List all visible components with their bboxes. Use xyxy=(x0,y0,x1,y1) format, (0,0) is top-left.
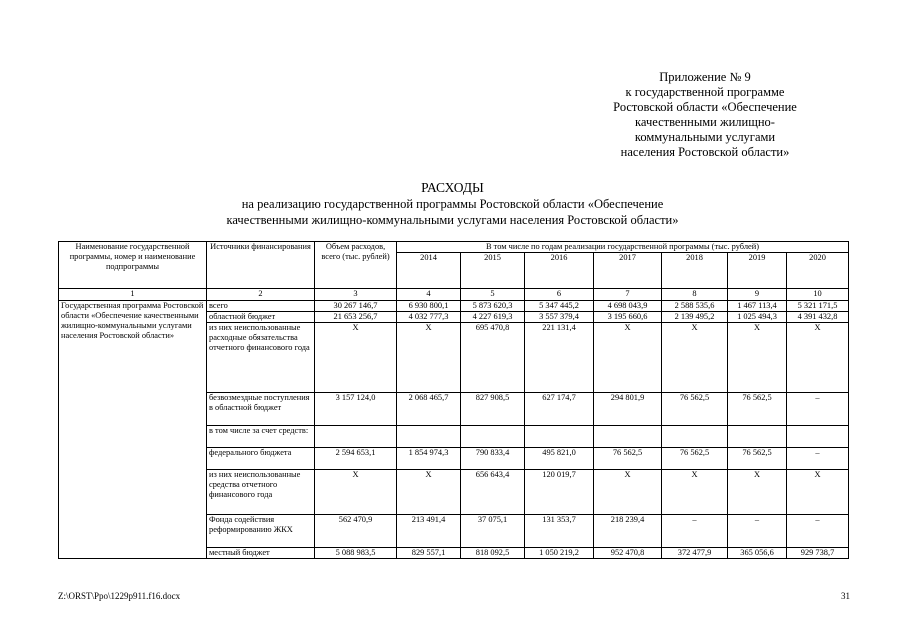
year-cell: 120 019,7 xyxy=(525,470,594,515)
year-cell: 818 092,5 xyxy=(461,548,525,559)
year-cell: 2 139 495,2 xyxy=(662,312,728,323)
year-cell: 294 801,9 xyxy=(594,393,662,426)
year-cell: 213 491,4 xyxy=(397,515,461,548)
document-title-block xyxy=(0,180,905,228)
year-cell: – xyxy=(662,515,728,548)
total-cell: 3 157 124,0 xyxy=(315,393,397,426)
column-number: 10 xyxy=(787,289,849,301)
header-year: 2019 xyxy=(728,253,787,289)
year-cell: 829 557,1 xyxy=(397,548,461,559)
year-cell: 1 854 974,3 xyxy=(397,448,461,470)
column-number: 1 xyxy=(59,289,207,301)
appendix-line: коммунальными услугами xyxy=(634,130,776,144)
year-cell: 1 025 494,3 xyxy=(728,312,787,323)
header-year: 2017 xyxy=(594,253,662,289)
header-source: Источники финансирования xyxy=(207,242,315,289)
year-cell: 37 075,1 xyxy=(461,515,525,548)
year-cell: 3 557 379,4 xyxy=(525,312,594,323)
source-cell: Фонда содействия реформированию ЖКХ xyxy=(207,515,315,548)
document-subtitle-line: качественными жилищно-коммунальными услугами населения Ростовской области» xyxy=(226,213,679,227)
year-cell: Х xyxy=(728,470,787,515)
column-number: 5 xyxy=(461,289,525,301)
year-cell: 365 056,6 xyxy=(728,548,787,559)
year-cell: – xyxy=(787,515,849,548)
year-cell: 627 174,7 xyxy=(525,393,594,426)
year-cell: 221 131,4 xyxy=(525,323,594,393)
year-cell: Х xyxy=(397,470,461,515)
column-number: 6 xyxy=(525,289,594,301)
total-cell: 5 088 983,5 xyxy=(315,548,397,559)
source-cell: всего xyxy=(207,301,315,312)
appendix-header xyxy=(560,70,850,160)
year-cell: 827 908,5 xyxy=(461,393,525,426)
year-cell: 695 470,8 xyxy=(461,323,525,393)
year-cell: Х xyxy=(787,323,849,393)
appendix-line: к государственной программе xyxy=(625,85,785,99)
year-cell: 1 050 219,2 xyxy=(525,548,594,559)
year-cell: 495 821,0 xyxy=(525,448,594,470)
year-cell xyxy=(594,426,662,448)
year-cell: 4 227 619,3 xyxy=(461,312,525,323)
year-cell: 4 032 777,3 xyxy=(397,312,461,323)
document-subtitle-line: на реализацию государственной программы Ростовской области «Обеспечение xyxy=(241,197,664,211)
year-cell: Х xyxy=(662,470,728,515)
year-cell: 2 068 465,7 xyxy=(397,393,461,426)
header-year: 2016 xyxy=(525,253,594,289)
year-cell xyxy=(397,426,461,448)
column-number: 9 xyxy=(728,289,787,301)
year-cell: 76 562,5 xyxy=(728,393,787,426)
source-cell: безвозмездные поступления в областной бюджет xyxy=(207,393,315,426)
year-cell: 5 321 171,5 xyxy=(787,301,849,312)
year-cell: Х xyxy=(728,323,787,393)
total-cell: 2 594 653,1 xyxy=(315,448,397,470)
header-row xyxy=(59,242,849,253)
year-cell xyxy=(525,426,594,448)
total-cell: 30 267 146,7 xyxy=(315,301,397,312)
appendix-line: Приложение № 9 xyxy=(659,70,751,84)
column-number: 4 xyxy=(397,289,461,301)
table-row xyxy=(59,301,849,312)
source-cell: из них неиспользованные расходные обязательства отчетного финансового года xyxy=(207,323,315,393)
total-cell: Х xyxy=(315,323,397,393)
appendix-line: качественными жилищно- xyxy=(635,115,775,129)
year-cell xyxy=(662,426,728,448)
page-number: 31 xyxy=(841,591,850,601)
year-cell: 4 698 043,9 xyxy=(594,301,662,312)
year-cell: 5 873 620,3 xyxy=(461,301,525,312)
year-cell: – xyxy=(728,515,787,548)
total-cell: 21 653 256,7 xyxy=(315,312,397,323)
year-cell: 3 195 660,6 xyxy=(594,312,662,323)
year-cell xyxy=(461,426,525,448)
year-cell: 372 477,9 xyxy=(662,548,728,559)
source-cell: в том числе за счет средств: xyxy=(207,426,315,448)
total-cell: 562 470,9 xyxy=(315,515,397,548)
expenses-table xyxy=(58,241,849,559)
header-year: 2014 xyxy=(397,253,461,289)
year-cell: Х xyxy=(787,470,849,515)
program-name-cell: Государственная программа Ростовской области «Обеспечение качественными жилищно-коммунальными услугами населения Ростовской области» xyxy=(59,301,207,559)
total-cell xyxy=(315,426,397,448)
file-path-footer: Z:\ORST\Ppo\1229p911.f16.docx xyxy=(58,591,181,601)
year-cell: – xyxy=(787,393,849,426)
header-year: 2020 xyxy=(787,253,849,289)
year-cell: 218 239,4 xyxy=(594,515,662,548)
year-cell: 929 738,7 xyxy=(787,548,849,559)
year-cell: 131 353,7 xyxy=(525,515,594,548)
year-cell: 6 930 800,1 xyxy=(397,301,461,312)
source-cell: местный бюджет xyxy=(207,548,315,559)
year-cell: 76 562,5 xyxy=(662,448,728,470)
year-cell: Х xyxy=(594,470,662,515)
appendix-line: населения Ростовской области» xyxy=(620,145,790,159)
year-cell: 2 588 535,6 xyxy=(662,301,728,312)
year-cell xyxy=(787,426,849,448)
source-cell: федерального бюджета xyxy=(207,448,315,470)
year-cell: 5 347 445,2 xyxy=(525,301,594,312)
header-year: 2018 xyxy=(662,253,728,289)
header-total: Объем расходов, всего (тыс. рублей) xyxy=(315,242,397,289)
column-number: 3 xyxy=(315,289,397,301)
year-cell: 76 562,5 xyxy=(662,393,728,426)
year-cell: 1 467 113,4 xyxy=(728,301,787,312)
total-cell: Х xyxy=(315,470,397,515)
year-cell: 790 833,4 xyxy=(461,448,525,470)
header-years-group: В том числе по годам реализации государственной программы (тыс. рублей) xyxy=(397,242,849,253)
year-cell: 4 391 432,8 xyxy=(787,312,849,323)
column-number: 8 xyxy=(662,289,728,301)
year-cell: Х xyxy=(594,323,662,393)
source-cell: из них неиспользованные средства отчетного финансового года xyxy=(207,470,315,515)
year-cell: 76 562,5 xyxy=(728,448,787,470)
header-name: Наименование государственной программы, номер и наименование подпрограммы xyxy=(59,242,207,289)
year-cell xyxy=(728,426,787,448)
appendix-line: Ростовской области «Обеспечение xyxy=(613,100,797,114)
source-cell: областной бюджет xyxy=(207,312,315,323)
year-cell: Х xyxy=(662,323,728,393)
year-cell: 76 562,5 xyxy=(594,448,662,470)
year-cell: 656 643,4 xyxy=(461,470,525,515)
year-cell: 952 470,8 xyxy=(594,548,662,559)
year-cell: – xyxy=(787,448,849,470)
column-number: 7 xyxy=(594,289,662,301)
column-number: 2 xyxy=(207,289,315,301)
column-number-row xyxy=(59,289,849,301)
document-title: РАСХОДЫ xyxy=(421,180,484,195)
year-cell: Х xyxy=(397,323,461,393)
header-year: 2015 xyxy=(461,253,525,289)
